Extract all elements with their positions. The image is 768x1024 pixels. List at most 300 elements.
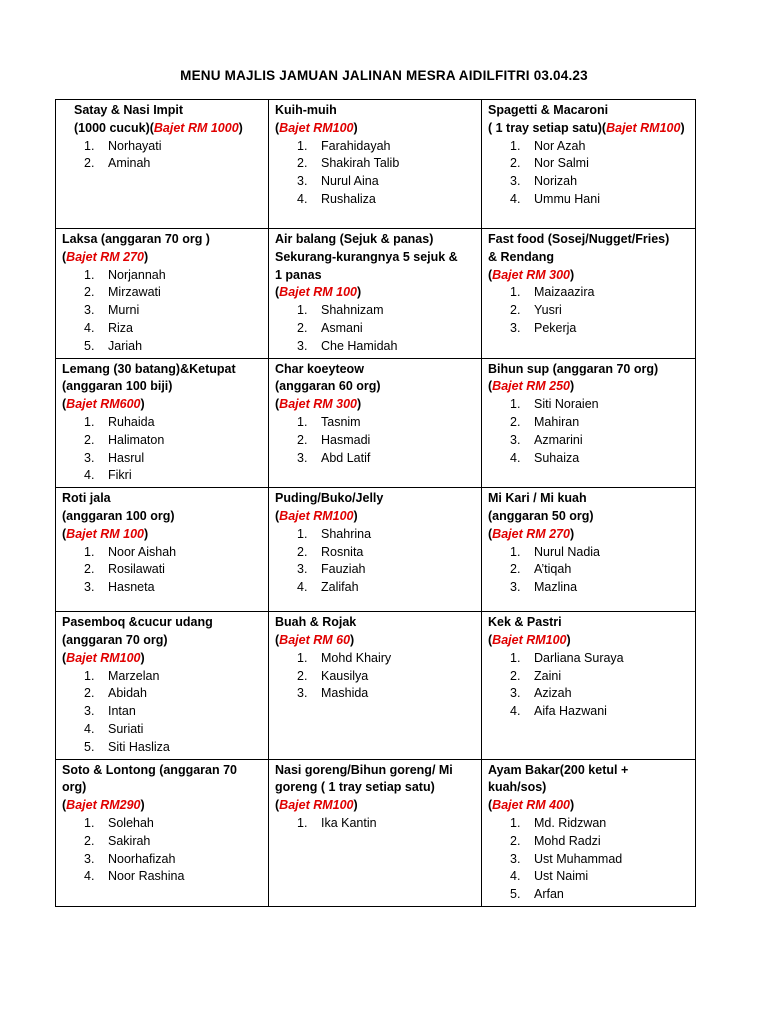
assignee-name: Suriati [108,721,144,736]
dish-heading-line: Spagetti & Macaroni [488,103,609,117]
budget-line [488,526,689,544]
assignee-name: Hasmadi [321,432,371,447]
list-number: 1. [510,650,521,665]
assignee-item [275,815,475,833]
assignee-item [488,414,689,432]
dish-heading-line: (anggaran 60 org) [275,379,381,394]
list-number: 2. [510,833,521,848]
budget-line [488,378,689,396]
assignee-item [488,302,689,320]
assignee-list [62,267,262,356]
budget-suffix: ) [569,798,575,813]
assignee-item [62,338,262,356]
document-title: MENU MAJLIS JAMUAN JALINAN MESRA AIDILFITRI 03.04.23 [180,68,588,83]
menu-cell [482,759,696,906]
list-number: 1. [297,526,308,541]
assignee-name: A’tiqah [534,562,572,577]
assignee-name: Pekerja [534,320,577,335]
menu-cell [56,612,269,759]
budget-amount: Bajet RM 100 [66,526,144,541]
assignee-name: Intan [108,704,136,719]
assignee-name: Marzelan [108,668,160,683]
menu-cell [56,488,269,612]
budget-prefix: ( [62,249,67,264]
assignee-item [62,138,262,156]
assignee-list [275,414,475,467]
assignee-list [488,544,689,597]
assignee-item [488,685,689,703]
menu-cell [269,488,482,612]
assignee-name: Nor Azah [534,138,586,153]
budget-line [62,526,262,544]
list-number: 1. [510,544,521,559]
list-number: 3. [84,580,95,595]
assignee-name: Ruhaida [108,414,155,429]
budget-amount: Bajet RM 1000 [153,120,239,135]
list-number: 2. [510,562,521,577]
menu-cell [56,759,269,906]
budget-suffix: ) [680,120,685,135]
list-number: 2. [297,432,308,447]
assignee-name: Arfan [534,887,564,902]
list-number: 3. [84,851,95,866]
list-number: 3. [510,432,521,447]
assignee-item [62,833,262,851]
budget-prefix: ( [275,632,280,647]
budget-line [275,120,475,138]
assignee-name: Mohd Radzi [534,833,601,848]
budget-line [275,797,475,815]
assignee-list [275,138,475,209]
budget-amount: Bajet RM 60 [279,632,351,647]
assignee-list [62,668,262,757]
assignee-item [62,544,262,562]
list-number: 2. [510,303,521,318]
assignee-name: Norizah [534,174,578,189]
list-number: 4. [84,468,95,483]
list-number: 1. [510,285,521,300]
budget-amount: Bajet RM 250 [492,379,570,394]
assignee-name: Hasneta [108,580,155,595]
list-number: 4. [510,704,521,719]
budget-amount: Bajet RM 270 [492,526,570,541]
list-number: 4. [297,580,308,595]
dish-heading-line: Ayam Bakar(200 ketul + [488,762,629,777]
assignee-name: Kausilya [321,668,369,683]
menu-cell [269,358,482,488]
list-number: 2. [84,156,95,171]
budget-line [62,249,262,267]
budget-amount: Bajet RM 270 [66,249,144,264]
dish-heading-line: Puding/Buko/Jelly [275,491,384,506]
budget-suffix: ) [569,379,575,394]
assignee-name: Che Hamidah [321,338,398,353]
assignee-item [488,284,689,302]
assignee-name: Yusri [534,303,562,318]
budget-prefix: ( [62,397,67,412]
dish-heading-line: Fast food (Sosej/Nugget/Fries) [488,232,670,246]
assignee-name: Rosnita [321,544,364,559]
assignee-item [275,450,475,468]
assignee-list [488,284,689,337]
list-number: 2. [297,544,308,559]
assignee-item [62,432,262,450]
budget-line [275,508,475,526]
budget-line [275,396,475,414]
assignee-name: Aminah [108,156,151,171]
assignee-name: Abd Latif [321,450,371,465]
budget-line [62,396,262,414]
assignee-item [62,267,262,285]
dish-heading-line: (anggaran 70 org) [62,632,168,647]
list-number: 3. [510,174,521,189]
list-number: 2. [84,562,95,577]
list-number: 2. [84,833,95,848]
assignee-name: Zaini [534,668,562,683]
assignee-item [275,414,475,432]
menu-cell [269,100,482,229]
menu-row [56,229,696,359]
budget-suffix: ) [143,526,149,541]
assignee-item [488,432,689,450]
budget-suffix: ) [353,508,358,523]
list-number: 1. [510,138,521,153]
budget-line [62,120,262,138]
budget-suffix: ) [569,267,575,282]
assignee-item [62,868,262,886]
budget-line [488,797,689,815]
list-number: 1. [510,815,521,830]
dish-heading-line: 1 panas [275,267,322,282]
budget-amount: Bajet RM100 [279,508,354,523]
assignee-name: Siti Hasliza [108,739,170,754]
budget-suffix: ) [356,397,362,412]
assignee-item [488,173,689,191]
dish-heading-line: Roti jala [62,491,111,506]
dish-heading-line: Lemang (30 batang)&Ketupat [62,361,236,376]
assignee-item [488,650,689,668]
menu-cell [269,612,482,759]
assignee-item [62,320,262,338]
assignee-item [275,650,475,668]
budget-suffix: ) [566,632,571,647]
list-number: 4. [510,450,521,465]
assignee-item [62,851,262,869]
budget-suffix: ) [140,650,145,665]
budget-amount: Bajet RM 400 [492,798,570,813]
assignee-item [488,815,689,833]
budget-suffix: ) [569,526,575,541]
assignee-item [62,284,262,302]
assignee-name: Nurul Aina [321,174,379,189]
menu-cell [482,612,696,759]
list-number: 1. [84,414,95,429]
dish-heading-line: goreng ( 1 tray setiap satu) [275,780,435,795]
assignee-item [488,155,689,173]
list-number: 1. [297,138,308,153]
budget-line [488,120,689,138]
assignee-item [275,338,475,356]
budget-prefix: ( [275,508,280,523]
assignee-name: Norjannah [108,267,166,282]
budget-suffix: ) [140,798,145,813]
menu-row [56,100,696,229]
list-number: 1. [510,397,521,412]
assignee-name: Mazlina [534,580,578,595]
menu-row [56,612,696,759]
budget-suffix: ) [356,285,362,300]
assignee-item [488,450,689,468]
list-number: 1. [84,267,95,282]
menu-cell [482,100,696,229]
assignee-item [488,579,689,597]
assignee-name: Siti Noraien [534,397,599,412]
menu-cell [269,229,482,359]
assignee-item [488,191,689,209]
list-number: 1. [84,544,95,559]
dish-heading-line: & Rendang [488,249,554,264]
list-number: 3. [297,174,308,189]
assignee-item [488,396,689,414]
assignee-list [275,526,475,597]
menu-row [56,759,696,906]
assignee-name: Nurul Nadia [534,544,601,559]
assignee-name: Sakirah [108,833,151,848]
assignee-item [275,138,475,156]
assignee-name: Maizaazira [534,285,595,300]
list-number: 5. [510,887,521,902]
assignee-name: Aifa Hazwani [534,704,607,719]
list-number: 4. [510,191,521,206]
assignee-name: Nor Salmi [534,156,589,171]
assignee-name: Md. Ridzwan [534,815,607,830]
menu-row [56,488,696,612]
assignee-item [488,868,689,886]
assignee-item [488,320,689,338]
assignee-list [62,544,262,597]
list-number: 2. [84,432,95,447]
assignee-item [275,302,475,320]
budget-amount: Bajet RM100 [279,798,354,813]
budget-line [275,632,475,650]
assignee-name: Asmani [321,320,363,335]
assignee-name: Ummu Hani [534,191,600,206]
assignee-list [62,815,262,886]
assignee-item [62,685,262,703]
assignee-item [62,450,262,468]
assignee-item [488,544,689,562]
assignee-name: Shahrina [321,526,372,541]
assignee-item [62,721,262,739]
assignee-name: Jariah [108,338,143,353]
assignee-item [62,414,262,432]
assignee-item [488,851,689,869]
dish-heading-line: Sekurang-kurangnya 5 sejuk & [275,249,458,264]
budget-amount: Bajet RM100 [66,650,141,665]
menu-row [56,358,696,488]
assignee-name: Noor Rashina [108,869,185,884]
dish-heading-line: (anggaran 50 org) [488,508,594,523]
budget-amount: Bajet RM100 [279,120,354,135]
assignee-item [275,432,475,450]
budget-line [488,267,689,285]
menu-table-body [56,100,696,907]
budget-prefix: ( [62,650,67,665]
assignee-item [62,155,262,173]
dish-heading-line: org) [62,780,87,795]
menu-cell [56,358,269,488]
menu-cell [269,759,482,906]
assignee-name: Abidah [108,686,147,701]
budget-prefix: ( [275,120,280,135]
assignee-item [275,579,475,597]
assignee-item [488,561,689,579]
assignee-name: Tasnim [321,414,361,429]
dish-heading-line: Pasemboq &cucur udang [62,615,213,630]
assignee-name: Mohd Khairy [321,650,392,665]
list-number: 3. [297,450,308,465]
assignee-name: Fauziah [321,562,366,577]
assignee-name: Darliana Suraya [534,650,624,665]
dish-heading-line: Soto & Lontong (anggaran 70 [62,762,237,777]
assignee-item [488,833,689,851]
budget-prefix: ( [488,632,493,647]
list-number: 2. [510,414,521,429]
assignee-name: Solehah [108,815,154,830]
assignee-name: Norhayati [108,138,162,153]
list-number: 3. [297,338,308,353]
assignee-name: Azizah [534,686,572,701]
assignee-name: Mirzawati [108,285,161,300]
assignee-list [275,650,475,703]
assignee-name: Mahiran [534,414,580,429]
assignee-list [62,138,262,174]
assignee-name: Farahidayah [321,138,391,153]
assignee-item [488,703,689,721]
list-number: 3. [297,686,308,701]
assignee-item [275,191,475,209]
list-number: 1. [84,815,95,830]
assignee-list [62,414,262,485]
list-number: 3. [297,562,308,577]
list-number: 4. [84,721,95,736]
budget-prefix: ( [62,798,67,813]
list-number: 3. [84,303,95,318]
list-number: 2. [297,156,308,171]
assignee-name: Noorhafizah [108,851,176,866]
assignee-item [275,155,475,173]
list-number: 3. [84,704,95,719]
assignee-item [275,685,475,703]
dish-heading-line: (anggaran 100 org) [62,508,175,523]
assignee-name: Ika Kantin [321,815,377,830]
dish-heading-line: kuah/sos) [488,780,547,795]
budget-amount: Bajet RM100 [492,632,567,647]
assignee-item [62,815,262,833]
list-number: 2. [510,156,521,171]
budget-amount: Bajet RM 100 [279,285,357,300]
assignee-list [275,302,475,355]
list-number: 4. [84,869,95,884]
budget-line [275,284,475,302]
budget-prefix: ( [275,798,280,813]
list-number: 2. [297,668,308,683]
assignee-item [62,302,262,320]
assignee-item [275,320,475,338]
budget-amount: Bajet RM100 [606,120,681,135]
list-number: 5. [84,739,95,754]
budget-line [488,632,689,650]
budget-suffix: ) [353,798,358,813]
list-number: 4. [297,191,308,206]
list-number: 3. [510,580,521,595]
assignee-name: Riza [108,320,134,335]
assignee-name: Halimaton [108,432,165,447]
assignee-list [275,815,475,833]
list-number: 5. [84,338,95,353]
assignee-name: Ust Muhammad [534,851,623,866]
budget-line [62,650,262,668]
assignee-item [62,703,262,721]
budget-prefix: ( 1 tray setiap satu)( [488,120,607,135]
list-number: 1. [297,815,308,830]
menu-cell [482,488,696,612]
dish-heading-line: Satay & Nasi Impit [74,103,184,117]
assignee-item [275,544,475,562]
budget-prefix: ( [488,379,493,394]
assignee-name: Noor Aishah [108,544,177,559]
budget-suffix: ) [353,120,358,135]
list-number: 4. [84,320,95,335]
assignee-item [275,173,475,191]
assignee-name: Shakirah Talib [321,156,400,171]
list-number: 1. [297,303,308,318]
assignee-item [275,668,475,686]
assignee-item [62,579,262,597]
dish-heading-line: Char koeyteow [275,361,364,376]
budget-line [62,797,262,815]
list-number: 2. [510,668,521,683]
list-number: 1. [84,138,95,153]
budget-prefix: ( [488,526,493,541]
assignee-item [488,886,689,904]
assignee-name: Shahnizam [321,303,384,318]
assignee-list [488,396,689,467]
assignee-item [62,668,262,686]
dish-heading-line: Buah & Rojak [275,615,357,630]
budget-prefix: ( [275,285,280,300]
budget-prefix: ( [488,267,493,282]
list-number: 2. [297,320,308,335]
assignee-name: Azmarini [534,432,583,447]
budget-amount: Bajet RM290 [66,798,141,813]
dish-heading-line: Air balang (Sejuk & panas) [275,232,434,246]
assignee-name: Hasrul [108,450,145,465]
menu-table [55,99,696,907]
list-number: 3. [510,686,521,701]
assignee-item [275,526,475,544]
assignee-list [488,650,689,721]
budget-prefix: ( [488,798,493,813]
budget-amount: Bajet RM600 [66,397,141,412]
dish-heading-line: (anggaran 100 biji) [62,379,173,394]
budget-prefix: ( [62,526,67,541]
list-number: 4. [510,869,521,884]
budget-suffix: ) [143,249,149,264]
assignee-name: Suhaiza [534,450,580,465]
assignee-item [488,138,689,156]
list-number: 2. [84,686,95,701]
